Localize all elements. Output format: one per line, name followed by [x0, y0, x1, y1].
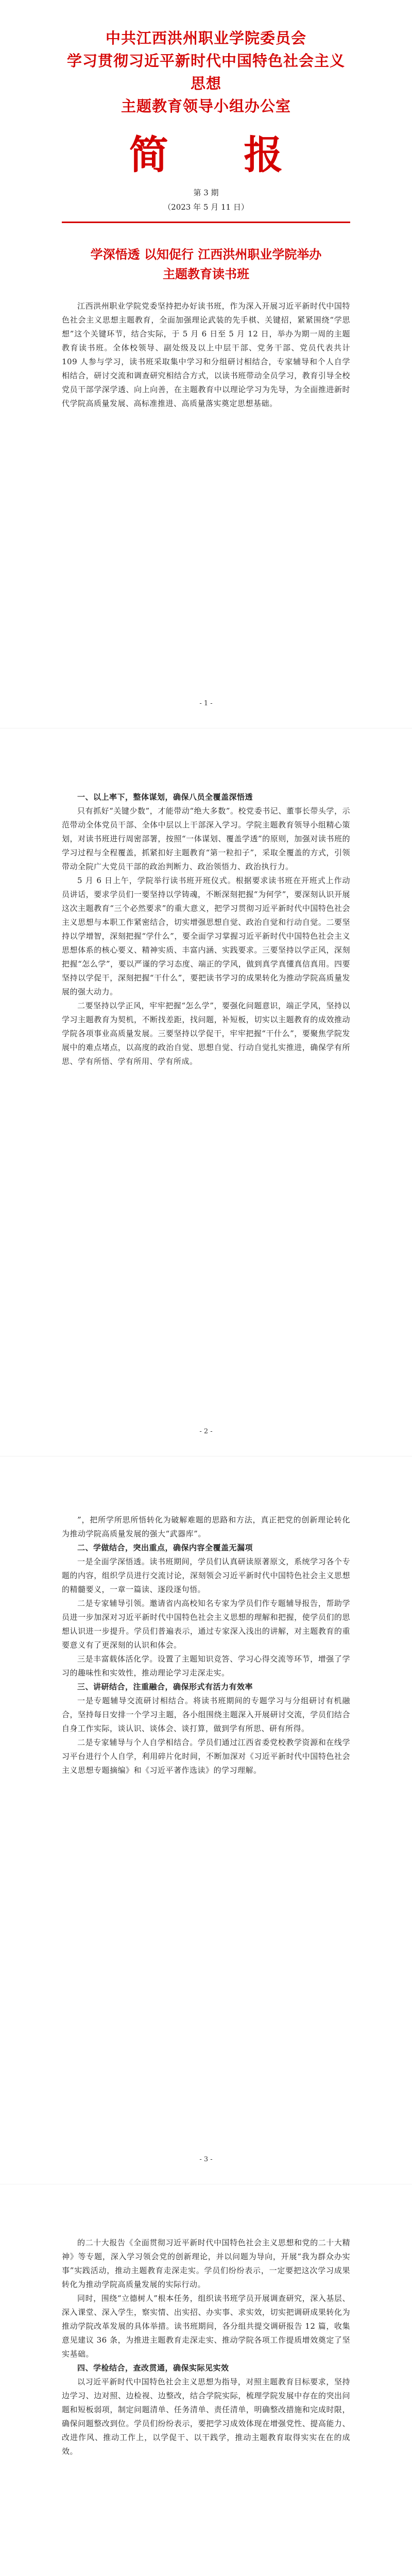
- page-number: - 2 -: [199, 1428, 213, 1435]
- paragraph: 的二十大报告《全面贯彻习近平新时代中国特色社会主义思想和党的二十大精神》等专题，深入学习领会党的创新理论，并以问题为导向，开展“我为群众办实事”实践活动，推动主题教育走深走实。学员们纷纷表示，一定要把这次学习成果转化为推动学院高质量发展的实际行动。: [62, 2238, 350, 2289]
- paragraph: 二要坚持以学正风，牢牢把握“怎么学”，要强化问题意识，端正学风，坚持以学习主题教育为契机，不断找差距，找问题，补短板，切实以主题教育的成效推动学院各项事业高质量发展。三要坚持以学促干，牢牢把握“干什么”，要聚焦学院发展中的难点堵点，以高度的政治自觉、思想自觉、行动自觉扎实推进，确保学有所思、学有所悟、学有所用、学有所成。: [62, 1001, 350, 1066]
- headline-line-2: 主题教育读书班: [163, 266, 249, 281]
- page-number: - 3 -: [199, 2156, 213, 2163]
- org-line-2: 学习贯彻习近平新时代中国特色社会主义思想: [66, 52, 345, 92]
- page-1: [0, 0, 412, 728]
- page-body: [62, 2184, 350, 2459]
- section-heading: 三、讲研结合，注重融合，确保形式有活力有效率: [77, 1682, 253, 1691]
- paragraph: 二是专家辅导引领。邀请省内高校知名专家为学员们作专题辅导报告，帮助学员进一步加深对习近平新时代中国特色社会主义思想的理解和把握，使学员们的思想认识进一步提升。学员们普遍表示，通过专家深入浅出的讲解，对主题教育的重要意义有了更深刻的认识和体会。: [62, 1599, 350, 1650]
- paragraph: 只有抓好“关键少数”，才能带动“绝大多数”。校党委书记、董事长带头学，示范带动全体党员干部、全体中层以上干部深入学习。学院主题教育领导小组精心策划，对读书班进行周密部署，按照“一体谋划、覆盖学透”的原则，加强对读书班的学习过程与全程覆盖，抓紧扣好主题教育“第一粒扣子”，采取全覆盖的方式，引领带动全院广大党员干部的政治判断力、政治领悟力、政治执行力。: [62, 806, 350, 871]
- page-4: [0, 2184, 412, 2576]
- issue-number: 第 3 期: [193, 188, 219, 197]
- paragraph: 三是丰富载体活化学。设置了主题知识竞答、学习心得交流等环节，增强了学习的趣味性和实效性，推动理论学习走深走实。: [62, 1654, 350, 1677]
- masthead: [62, 0, 350, 223]
- paragraph: 二是专家辅导与个人自学相结合。学员们通过江西省委党校教学资源和在线学习平台进行个人自学，利用碎片化时间，不断加深对《习近平新时代中国特色社会主义思想专题摘编》和《习近平著作选读》的学习理解。: [62, 1738, 350, 1775]
- section-heading: 二、学做结合，突出重点，确保内容全覆盖无漏项: [77, 1543, 253, 1552]
- paragraph: 江西洪州职业学院党委坚持把办好读书班，作为深入开展习近平新时代中国特色社会主义思想主题教育，全面加强理论武装的先手棋、关键招，紧紧围绕“学思想”这个关键环节，结合实际，于 5 月 6 日至 5 月 12 日，举办为期一周的主题教育读书班。全体校领导、副处级及以上中层干部、党务干部、党员代表共计 109 人参与学习，读书班采取集中学习和分组研讨相结合，专家辅导和个人自学相结合，研讨交流和调查研究相结合方式，以读书班带动全员学习，教育引导全校党员干部学深学透、向上向善，在主题教育中以理论学习为先导，为全面推进新时代学院高质量发展、高标准推进、高质量落实奠定思想基础。: [62, 301, 350, 408]
- page-body: [62, 728, 350, 1069]
- page-body: [62, 299, 350, 411]
- section-heading: 一、以上率下，整体谋划，确保八员全覆盖深悟透: [77, 792, 253, 802]
- paragraph: 同时，围绕“立德树人”根本任务，组织读书班学员开展调查研究，深入基层、深入课堂、深入学生，察实情、出实招、办实事、求实效，切实把调研成果转化为推动学院改革发展的具体举措。读书班期间，各分组共提交调研报告 12 篇，收集意见建议 36 条，为推进主题教育走深走实、推动学院各项工作提质增效奠定了坚实基础。: [62, 2294, 350, 2359]
- red-divider: [62, 222, 350, 223]
- paragraph: ”，把所学所思所悟转化为破解难题的思路和方法，真正把党的创新理论转化为推动学院高质量发展的强大“武器库”。: [62, 1515, 350, 1538]
- paragraph: 一是全面学深悟透。读书班期间，学员们认真研读原著原文，系统学习各个专题的内容，组织学员进行交流讨论，深刻领会习近平新时代中国特色社会主义思想的精髓要义，一章一篇读、逐段逐句悟。: [62, 1557, 350, 1594]
- headline-line-1: 学深悟透 以知促行 江西洪州职业学院举办: [90, 247, 322, 262]
- page-body: [62, 1456, 350, 1777]
- section-heading: 四、学检结合，查改贯通，确保实际见实效: [77, 2363, 229, 2372]
- page-2: [0, 728, 412, 1456]
- paragraph: 一是专题辅导交流研讨相结合。将读书班期间的专题学习与分组研讨有机融合，坚持每日安排一个学习主题，各小组围绕主题深入开展研讨交流，学员们结合自身工作实际，谈认识、谈体会、谈打算，做到学有所思、研有所得。: [62, 1696, 350, 1733]
- paragraph: 5 月 6 日上午，学院举行读书班开班仪式。根据要求读书班在开班式上作动员讲话，要求学员们一要坚持以学铸魂，不断深刻把握“为何学”，要深刻认识开展这次主题教育“三个必然要求”的重大意义，把学习贯彻习近平新时代中国特色社会主义思想与本职工作紧密结合，切实增强思想自觉、政治自觉和行动自觉。二要坚持以学增智，深刻把握“学什么”，要全面学习掌握习近平新时代中国特色社会主义思想体系的核心要义、精神实质、丰富内涵、实践要求。三要坚持以学正风，深刻把握“怎么学”，要以严谨的学习态度、端正的学风，做到真学真懂真信真用。四要坚持以学促干，深刻把握“干什么”，要把读书学习的成果转化为推动学院高质量发展的强大动力。: [62, 876, 350, 996]
- page-number: - 1 -: [199, 700, 213, 707]
- issue-date: （2023 年 5 月 11 日）: [163, 202, 249, 212]
- article-headline: [62, 245, 350, 284]
- brief-title: 简 报: [129, 132, 314, 178]
- page-3: [0, 1456, 412, 2184]
- org-line-3: 主题教育领导小组办公室: [121, 97, 291, 115]
- paragraph: 以习近平新时代中国特色社会主义思想为指导，对照主题教育目标要求，坚持边学习、边对照、边检视、边整改，结合学院实际，梳理学院发展中存在的突出问题和短板弱项，制定问题清单、任务清单、责任清单，明确整改措施和完成时限，确保问题整改到位。学员们纷纷表示，要把学习成效体现在增强党性、提高能力、改进作风、推动工作上，以学促干、以干践学，推动主题教育取得实实在在的成效。: [62, 2377, 350, 2456]
- org-line-1: 中共江西洪州职业学院委员会: [105, 29, 306, 47]
